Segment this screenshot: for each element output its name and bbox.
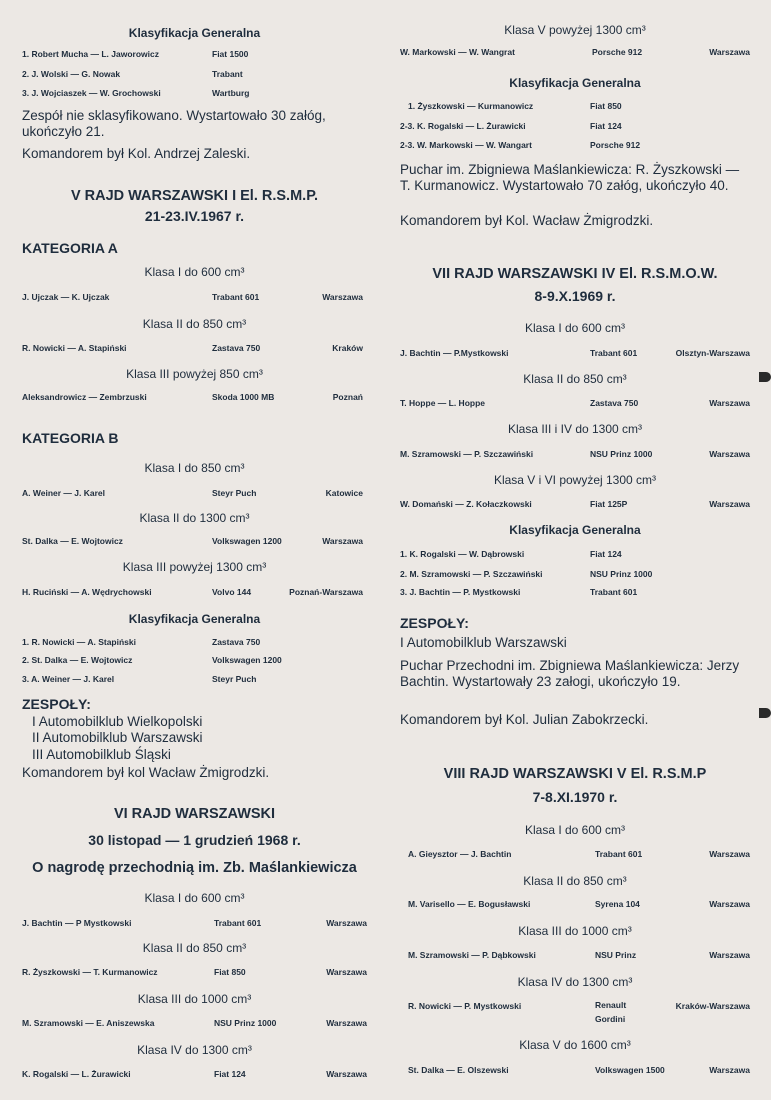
result-row: W. Domański — Z. Kołaczkowski Fiat 125P Warszawa	[400, 499, 750, 509]
result-row: J. Bachtin — P.Mystkowski Trabant 601 Olsztyn-Warszawa	[400, 348, 750, 358]
general-classification-title: Klasyfikacja Generalna	[509, 523, 641, 537]
teams-heading: ZESPOŁY:	[400, 615, 469, 631]
category-heading: KATEGORIA B	[22, 430, 119, 446]
result-row: 3. J. Bachtin — P. Mystkowski Trabant 601	[400, 587, 638, 597]
class-heading: Klasa II do 850 cm³	[142, 317, 247, 331]
paragraph: Komandorem był kol Wacław Żmigrodzki.	[22, 765, 270, 780]
result-row: K. Rogalski — L. Żurawicki Fiat 124 Warszawa	[22, 1069, 367, 1079]
rally-date: 8-9.X.1969 r.	[534, 288, 616, 304]
result-row: 1. Żyszkowski — Kurmanowicz Fiat 850	[408, 101, 622, 111]
result-row: 1. R. Nowicki — A. Stapiński Zastava 750	[22, 637, 261, 647]
result-row: 2. M. Szramowski — P. Szczawiński NSU Prinz 1000	[400, 569, 653, 579]
team-line: III Automobilklub Śląski	[32, 747, 171, 762]
class-heading: Klasa III do 1000 cm³	[518, 924, 632, 938]
paragraph: Komandorem był Kol. Andrzej Zaleski.	[22, 146, 251, 161]
class-heading: Klasa I do 850 cm³	[144, 461, 245, 475]
result-row: R. Żyszkowski — T. Kurmanowicz Fiat 850 Warszawa	[22, 967, 367, 977]
result-row: 2-3. K. Rogalski — L. Żurawicki Fiat 124	[400, 121, 622, 131]
class-heading: Klasa III do 1000 cm³	[137, 992, 252, 1006]
team-line: I Automobilklub Warszawski	[400, 635, 567, 650]
result-row: M. Varisello — E. Bogusławski Syrena 104 Warszawa	[408, 899, 750, 909]
rally-subtitle: O nagrodę przechodnią im. Zb. Maślankiewicza	[32, 860, 357, 876]
result-row: 2-3. W. Markowski — W. Wangart Porsche 912	[400, 140, 641, 150]
result-row: M. Szramowski — P. Dąbkowski NSU Prinz Warszawa	[408, 950, 750, 960]
rally-title: V RAJD WARSZAWSKI I El. R.S.M.P.	[70, 188, 319, 204]
class-heading: Klasa V do 1600 cm³	[519, 1038, 631, 1052]
result-row: M. Szramowski — E. Aniszewska NSU Prinz 1000 Warszawa	[22, 1018, 367, 1028]
class-heading: Klasa II do 850 cm³	[523, 372, 627, 386]
binder-hole-mark	[759, 372, 771, 382]
result-row: J. Bachtin — P Mystkowski Trabant 601 Warszawa	[22, 918, 367, 928]
result-row: R. Nowicki — P. Mystkowski Renault Gordini Kraków-Warszawa	[408, 1000, 750, 1024]
team-line: I Automobilklub Wielkopolski	[32, 714, 203, 729]
class-heading: Klasa I do 600 cm³	[144, 265, 245, 279]
result-row: A. Gieysztor — J. Bachtin Trabant 601 Warszawa	[408, 849, 750, 859]
general-classification-title: Klasyfikacja Generalna	[128, 26, 261, 40]
result-row: H. Ruciński — A. Wędrychowski Volvo 144 Poznań-Warszawa	[22, 587, 363, 597]
result-row: 1. Robert Mucha — L. Jaworowicz Fiat 1500	[22, 49, 249, 59]
rally-title: VII RAJD WARSZAWSKI IV El. R.S.M.O.W.	[432, 266, 718, 282]
general-classification-title: Klasyfikacja Generalna	[128, 612, 261, 626]
rally-title: VIII RAJD WARSZAWSKI V El. R.S.M.P	[443, 766, 707, 782]
rally-date: 21-23.IV.1967 r.	[144, 208, 245, 224]
result-row: St. Dalka — E. Wojtowicz Volkswagen 1200 Warszawa	[22, 536, 363, 546]
result-row: T. Hoppe — L. Hoppe Zastava 750 Warszawa	[400, 398, 750, 408]
class-heading: Klasa III i IV do 1300 cm³	[507, 422, 643, 436]
class-heading: Klasa III powyżej 1300 cm³	[122, 560, 267, 574]
result-row: St. Dalka — E. Olszewski Volkswagen 1500 Warszawa	[408, 1065, 750, 1075]
class-heading: Klasa IV do 1300 cm³	[517, 975, 633, 989]
result-row: 1. K. Rogalski — W. Dąbrowski Fiat 124	[400, 549, 622, 559]
class-heading: Klasa II do 850 cm³	[142, 941, 247, 955]
result-row: 2. St. Dalka — E. Wojtowicz Volkswagen 1200	[22, 655, 282, 665]
result-row: M. Szramowski — P. Szczawiński NSU Prinz 1000 Warszawa	[400, 449, 750, 459]
result-row: R. Nowicki — A. Stapiński Zastava 750 Kraków	[22, 343, 363, 353]
class-heading: Klasa V powyżej 1300 cm³	[504, 23, 646, 37]
class-heading: Klasa II do 850 cm³	[523, 874, 627, 888]
paragraph: Komandorem był Kol. Wacław Żmigrodzki.	[400, 213, 654, 228]
class-heading: Klasa I do 600 cm³	[144, 891, 245, 905]
teams-heading: ZESPOŁY:	[22, 696, 91, 712]
result-row: Aleksandrowicz — Zembrzuski Skoda 1000 MB Poznań	[22, 392, 363, 402]
binder-hole-mark	[759, 708, 771, 718]
general-classification-title: Klasyfikacja Generalna	[509, 76, 641, 90]
result-row: A. Weiner — J. Karel Steyr Puch Katowice	[22, 488, 363, 498]
result-row: 2. J. Wolski — G. Nowak Trabant	[22, 69, 243, 79]
team-line: II Automobilklub Warszawski	[32, 730, 203, 745]
class-heading: Klasa V i VI powyżej 1300 cm³	[493, 473, 657, 487]
rally-date: 7-8.XI.1970 r.	[532, 789, 618, 805]
paragraph: Puchar Przechodni im. Zbigniewa Maślankiewicza: Jerzy Bachtin. Wystartowały 23 załogi, ukończyło 19.	[400, 658, 740, 689]
paragraph: Puchar im. Zbigniewa Maślankiewicza: R. Żyszkowski — T. Kurmanowicz. Wystartowało 70 załóg, ukończyło 40.	[400, 162, 740, 193]
class-heading: Klasa I do 600 cm³	[524, 321, 626, 335]
result-row: J. Ujczak — K. Ujczak Trabant 601 Warszawa	[22, 292, 363, 302]
category-heading: KATEGORIA A	[22, 240, 118, 256]
paragraph: Komandorem był Kol. Julian Zabokrzecki.	[400, 712, 649, 727]
class-heading: Klasa IV do 1300 cm³	[137, 1043, 252, 1057]
class-heading: Klasa II do 1300 cm³	[139, 511, 250, 525]
result-row: 3. J. Wojciaszek — W. Grochowski Wartburg	[22, 88, 250, 98]
class-heading: Klasa I do 600 cm³	[524, 823, 626, 837]
class-heading: Klasa III powyżej 850 cm³	[126, 367, 263, 381]
result-row: W. Markowski — W. Wangrat Porsche 912 Warszawa	[400, 47, 750, 57]
result-row: 3. A. Weiner — J. Karel Steyr Puch	[22, 674, 257, 684]
rally-date: 30 listopad — 1 grudzień 1968 r.	[88, 832, 301, 848]
rally-title: VI RAJD WARSZAWSKI	[113, 806, 276, 822]
paragraph: Zespół nie sklasyfikowano. Wystartowało 30 załóg, ukończyło 21.	[22, 108, 326, 139]
